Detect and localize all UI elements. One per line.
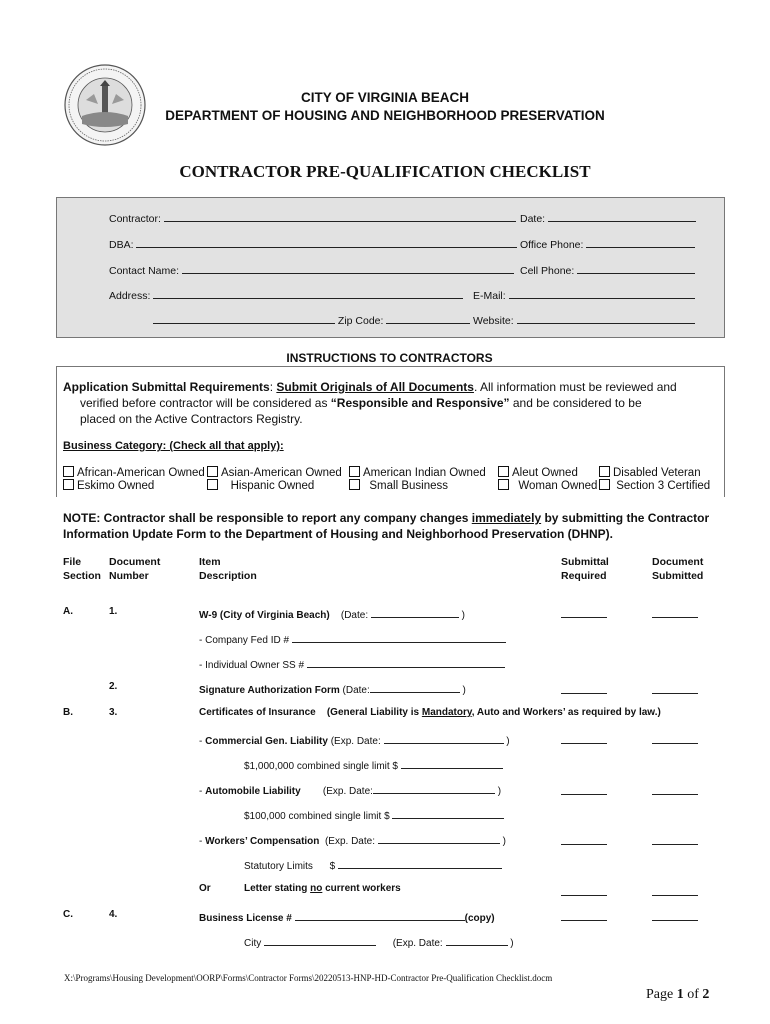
doc-number-3: 3. bbox=[109, 707, 118, 718]
doc-number-2: 2. bbox=[109, 681, 118, 692]
header-submittal-required: Submittal Required bbox=[561, 556, 609, 582]
workers-exp-date-field[interactable] bbox=[378, 832, 500, 844]
office-phone-field[interactable] bbox=[586, 236, 695, 248]
contact-name-label: Contact Name: bbox=[109, 265, 180, 277]
instructions-title: INSTRUCTIONS TO CONTRACTORS bbox=[286, 351, 493, 365]
cell-phone-field[interactable] bbox=[577, 262, 695, 274]
city-exp-date-field[interactable] bbox=[446, 934, 508, 946]
checkbox-icon bbox=[207, 466, 218, 477]
checkbox-icon bbox=[207, 479, 218, 490]
zip-code-field[interactable] bbox=[386, 312, 470, 324]
checkbox-disabled-veteran[interactable]: Disabled Veteran bbox=[599, 466, 701, 479]
insurance-item: Certificates of Insurance (General Liability is Mandatory, Auto and Workers’ as required by law.) bbox=[199, 707, 661, 718]
dba-label: DBA: bbox=[109, 239, 134, 251]
w9-submitted-line[interactable] bbox=[652, 616, 698, 618]
license-submitted-line[interactable] bbox=[652, 919, 698, 921]
checkbox-icon bbox=[498, 479, 509, 490]
req-emphasis: Submit Originals of All Documents bbox=[276, 380, 474, 394]
license-required-line[interactable] bbox=[561, 919, 607, 921]
business-category-label: Business Category: (Check all that apply): bbox=[63, 440, 284, 452]
section-b: B. bbox=[63, 707, 73, 718]
header-item-description: Item Description bbox=[199, 556, 257, 582]
header-city: CITY OF VIRGINIA BEACH bbox=[300, 90, 469, 105]
fed-id-item: - Company Fed ID # bbox=[199, 631, 506, 646]
cgl-submitted-line[interactable] bbox=[652, 742, 698, 744]
note-emphasis: immediately bbox=[471, 511, 542, 525]
cgl-limit-item: $1,000,000 combined single limit $ bbox=[244, 757, 503, 772]
owner-ss-field[interactable] bbox=[307, 656, 505, 668]
letter-item: Letter stating no current workers bbox=[244, 883, 401, 894]
checkbox-icon bbox=[349, 466, 360, 477]
dba-field[interactable] bbox=[136, 236, 517, 248]
doc-number-4: 4. bbox=[109, 909, 118, 920]
header-department: DEPARTMENT OF HOUSING AND NEIGHBORHOOD PRESERVATION bbox=[165, 108, 605, 123]
auto-limit-item: $100,000 combined single limit $ bbox=[244, 807, 504, 822]
statutory-item: Statutory Limits $ bbox=[244, 857, 502, 872]
checkbox-icon bbox=[498, 466, 509, 477]
date-label: Date: bbox=[520, 213, 546, 225]
checkbox-african-american[interactable]: African-American Owned bbox=[63, 466, 205, 479]
auto-limit-field[interactable] bbox=[392, 807, 504, 819]
contact-name-field[interactable] bbox=[182, 262, 514, 274]
file-path-footer: X:\Programs\Housing Development\OORP\Forms\Contractor Forms\20220513-HNP-HD-Contractor Pre-Qualification Checklist.docm bbox=[64, 973, 553, 983]
auto-required-line[interactable] bbox=[561, 793, 607, 795]
city-item: City (Exp. Date: ) bbox=[244, 934, 514, 949]
signature-item: Signature Authorization Form (Date: ) bbox=[199, 681, 466, 696]
contractor-label: Contractor: bbox=[109, 213, 161, 225]
signature-submitted-line[interactable] bbox=[652, 692, 698, 694]
submittal-requirements: Application Submittal Requirements: Submit Originals of All Documents. All information must be reviewed and verified before contractor will be considered as “Responsible and Responsive” and be considered to be placed on the Active Contractors Registry. bbox=[63, 380, 677, 426]
page-number: Page 1 of 2 bbox=[646, 987, 710, 1002]
city-field[interactable] bbox=[264, 934, 376, 946]
fed-id-field[interactable] bbox=[292, 631, 506, 643]
checkbox-icon bbox=[349, 479, 360, 490]
auto-submitted-line[interactable] bbox=[652, 793, 698, 795]
workers-item: - Workers’ Compensation (Exp. Date: ) bbox=[199, 832, 506, 847]
zip-code-label: Zip Code: bbox=[337, 315, 384, 327]
auto-item: - Automobile Liability (Exp. Date: ) bbox=[199, 782, 501, 797]
date-field[interactable] bbox=[548, 210, 696, 222]
page-title: CONTRACTOR PRE-QUALIFICATION CHECKLIST bbox=[179, 162, 591, 181]
letter-required-line[interactable] bbox=[561, 894, 607, 896]
req-label: Application Submittal Requirements bbox=[63, 380, 270, 394]
checkbox-small-business[interactable]: Small Business bbox=[349, 479, 448, 492]
w9-required-line[interactable] bbox=[561, 616, 607, 618]
address-field[interactable] bbox=[153, 287, 463, 299]
checkbox-section-3[interactable]: Section 3 Certified bbox=[599, 479, 710, 492]
checkbox-woman-owned[interactable]: Woman Owned bbox=[498, 479, 597, 492]
section-a: A. bbox=[63, 606, 73, 617]
website-field[interactable] bbox=[517, 312, 695, 324]
cgl-exp-date-field[interactable] bbox=[384, 732, 504, 744]
checkbox-hispanic[interactable]: Hispanic Owned bbox=[207, 479, 314, 492]
req-quote: “Responsible and Responsive” bbox=[330, 396, 510, 410]
checkbox-icon bbox=[63, 466, 74, 477]
city-seal-logo bbox=[64, 64, 146, 146]
contractor-field[interactable] bbox=[164, 210, 516, 222]
letter-submitted-line[interactable] bbox=[652, 894, 698, 896]
workers-required-line[interactable] bbox=[561, 843, 607, 845]
owner-ss-item: - Individual Owner SS # bbox=[199, 656, 505, 671]
checkbox-american-indian[interactable]: American Indian Owned bbox=[349, 466, 486, 479]
doc-number-1: 1. bbox=[109, 606, 118, 617]
checkbox-asian-american[interactable]: Asian-American Owned bbox=[207, 466, 342, 479]
cgl-item: - Commercial Gen. Liability (Exp. Date: ) bbox=[199, 732, 510, 747]
cell-phone-label: Cell Phone: bbox=[520, 265, 575, 277]
signature-date-field[interactable] bbox=[370, 681, 460, 693]
website-label: Website: bbox=[473, 315, 514, 327]
header-document-number: Document Number bbox=[109, 556, 161, 582]
or-label: Or bbox=[199, 883, 211, 894]
checkbox-icon bbox=[63, 479, 74, 490]
checkbox-icon bbox=[599, 466, 610, 477]
email-label: E-Mail: bbox=[473, 290, 506, 302]
cgl-required-line[interactable] bbox=[561, 742, 607, 744]
checkbox-eskimo[interactable]: Eskimo Owned bbox=[63, 479, 154, 492]
address-label: Address: bbox=[109, 290, 151, 302]
business-license-item: Business License # (copy) bbox=[199, 909, 495, 924]
workers-submitted-line[interactable] bbox=[652, 843, 698, 845]
email-field[interactable] bbox=[509, 287, 695, 299]
w9-date-field[interactable] bbox=[371, 606, 459, 618]
contact-info-box bbox=[56, 197, 725, 338]
signature-required-line[interactable] bbox=[561, 692, 607, 694]
office-phone-label: Office Phone: bbox=[520, 239, 584, 251]
statutory-field[interactable] bbox=[338, 857, 502, 869]
business-license-field[interactable] bbox=[295, 909, 465, 921]
section-c: C. bbox=[63, 909, 73, 920]
w9-item: W-9 (City of Virginia Beach) (Date: ) bbox=[199, 606, 465, 621]
header-document-submitted: Document Submitted bbox=[652, 556, 704, 582]
auto-exp-date-field[interactable] bbox=[373, 782, 495, 794]
note-text: NOTE: Contractor shall be responsible to report any company changes immediately by submitting the Contractor Information Update Form to the Department of Housing and Neighborhood Preservation (DHNP). bbox=[63, 511, 710, 541]
cgl-limit-field[interactable] bbox=[401, 757, 503, 769]
checkbox-aleut[interactable]: Aleut Owned bbox=[498, 466, 578, 479]
city-state-field[interactable] bbox=[153, 312, 335, 324]
checkbox-icon bbox=[599, 479, 610, 490]
header-file-section: File Section bbox=[63, 556, 101, 582]
